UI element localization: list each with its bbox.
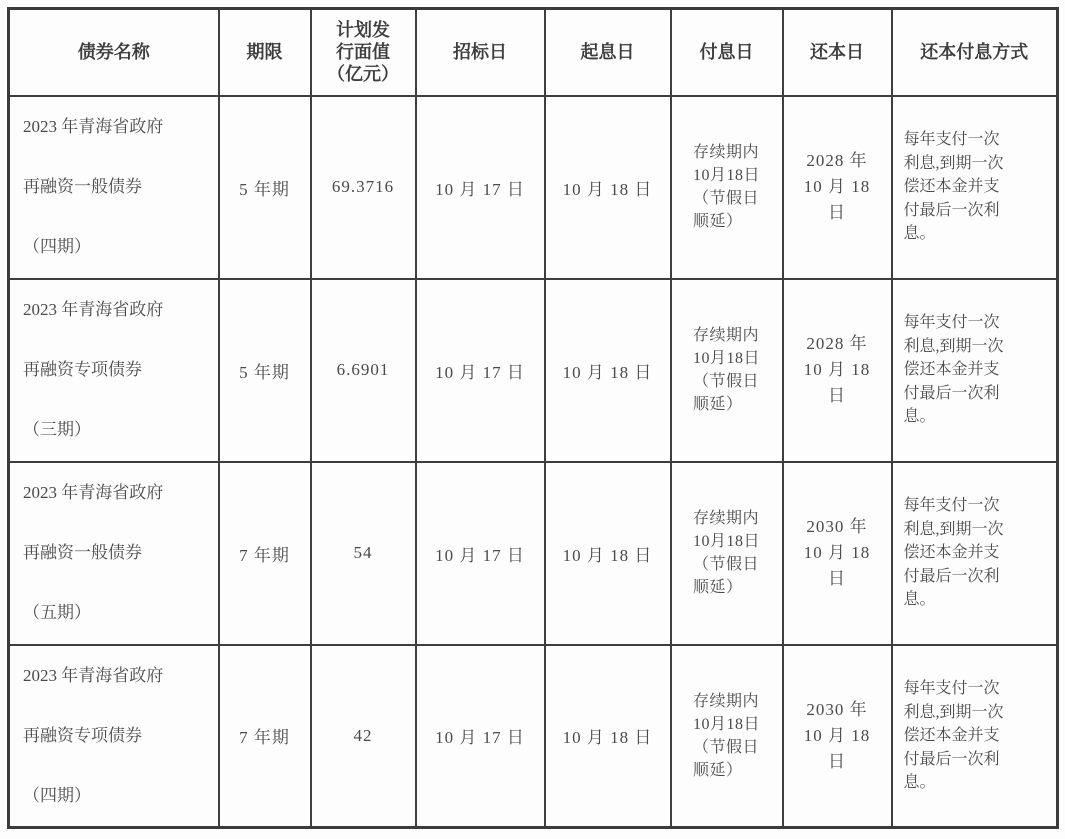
repayment-method-text: 每年支付一次 利息,到期一次 偿还本金并支 付最后一次利 息。 <box>903 680 1004 791</box>
repayment-method-text: 每年支付一次 利息,到期一次 偿还本金并支 付最后一次利 息。 <box>903 314 1004 426</box>
table-row <box>9 96 1058 279</box>
principal-date-text: 2030 年 10 月 18 日 <box>803 699 871 771</box>
interest-payment-cell <box>671 645 783 828</box>
header-interest-payment-date: 付息日 <box>671 9 783 96</box>
bond-name-cell <box>9 462 219 645</box>
tender-date-cell: 10 月 17 日 <box>416 462 545 645</box>
value-date-cell: 10 月 18 日 <box>545 279 671 462</box>
principal-date-cell <box>783 645 892 828</box>
principal-date-text: 2030 年 10 月 18 日 <box>803 517 871 588</box>
value-date-cell: 10 月 18 日 <box>545 462 671 645</box>
header-face-value: 计划发 行面值 （亿元） <box>311 9 416 96</box>
principal-date-cell <box>783 96 892 279</box>
header-tender-date: 招标日 <box>416 9 545 96</box>
face-value-cell: 42 <box>311 645 416 828</box>
term-cell: 7 年期 <box>219 462 311 645</box>
interest-payment-cell <box>671 96 783 279</box>
principal-date-cell <box>783 279 892 462</box>
bond-issuance-table <box>7 7 1059 829</box>
bond-name-cell <box>9 645 219 828</box>
interest-payment-cell <box>671 279 783 462</box>
bond-name-text: 2023 年青海省政府 再融资专项债券 （三期） <box>23 300 164 439</box>
interest-payment-text: 存续期内 10月18日 （节假日 顺延） <box>692 692 760 779</box>
interest-payment-cell <box>671 462 783 645</box>
interest-payment-text: 存续期内 10月18日 （节假日 顺延） <box>692 327 760 413</box>
term-cell: 5 年期 <box>219 96 311 279</box>
bond-name-text: 2023 年青海省政府 再融资专项债券 （四期） <box>23 665 164 805</box>
principal-date-text: 2028 年 10 月 18 日 <box>803 334 871 405</box>
header-repayment-method: 还本付息方式 <box>892 9 1058 96</box>
term-cell: 7 年期 <box>219 645 311 828</box>
repayment-method-text: 每年支付一次 利息,到期一次 偿还本金并支 付最后一次利 息。 <box>903 497 1004 609</box>
term-cell: 5 年期 <box>219 279 311 462</box>
face-value-cell: 69.3716 <box>311 96 416 279</box>
tender-date-cell: 10 月 17 日 <box>416 279 545 462</box>
bond-name-cell <box>9 279 219 462</box>
header-value-date: 起息日 <box>545 9 671 96</box>
bond-name-text: 2023 年青海省政府 再融资一般债券 （五期） <box>23 483 164 622</box>
table-row <box>9 462 1058 645</box>
repayment-method-cell <box>892 96 1058 279</box>
tender-date-cell: 10 月 17 日 <box>416 96 545 279</box>
interest-payment-text: 存续期内 10月18日 （节假日 顺延） <box>692 510 760 596</box>
value-date-cell: 10 月 18 日 <box>545 96 671 279</box>
principal-date-cell <box>783 462 892 645</box>
repayment-method-cell <box>892 645 1058 828</box>
face-value-cell: 54 <box>311 462 416 645</box>
bond-name-text: 2023 年青海省政府 再融资一般债券 （四期） <box>23 117 164 256</box>
principal-date-text: 2028 年 10 月 18 日 <box>803 151 871 222</box>
table-row <box>9 645 1058 828</box>
header-principal-date: 还本日 <box>783 9 892 96</box>
table-row <box>9 279 1058 462</box>
tender-date-cell: 10 月 17 日 <box>416 645 545 828</box>
interest-payment-text: 存续期内 10月18日 （节假日 顺延） <box>692 144 760 230</box>
table-header-row <box>9 9 1058 96</box>
repayment-method-cell <box>892 462 1058 645</box>
repayment-method-cell <box>892 279 1058 462</box>
bond-name-cell <box>9 96 219 279</box>
repayment-method-text: 每年支付一次 利息,到期一次 偿还本金并支 付最后一次利 息。 <box>903 131 1004 243</box>
header-term: 期限 <box>219 9 311 96</box>
header-bond-name: 债券名称 <box>9 9 219 96</box>
value-date-cell: 10 月 18 日 <box>545 645 671 828</box>
face-value-cell: 6.6901 <box>311 279 416 462</box>
